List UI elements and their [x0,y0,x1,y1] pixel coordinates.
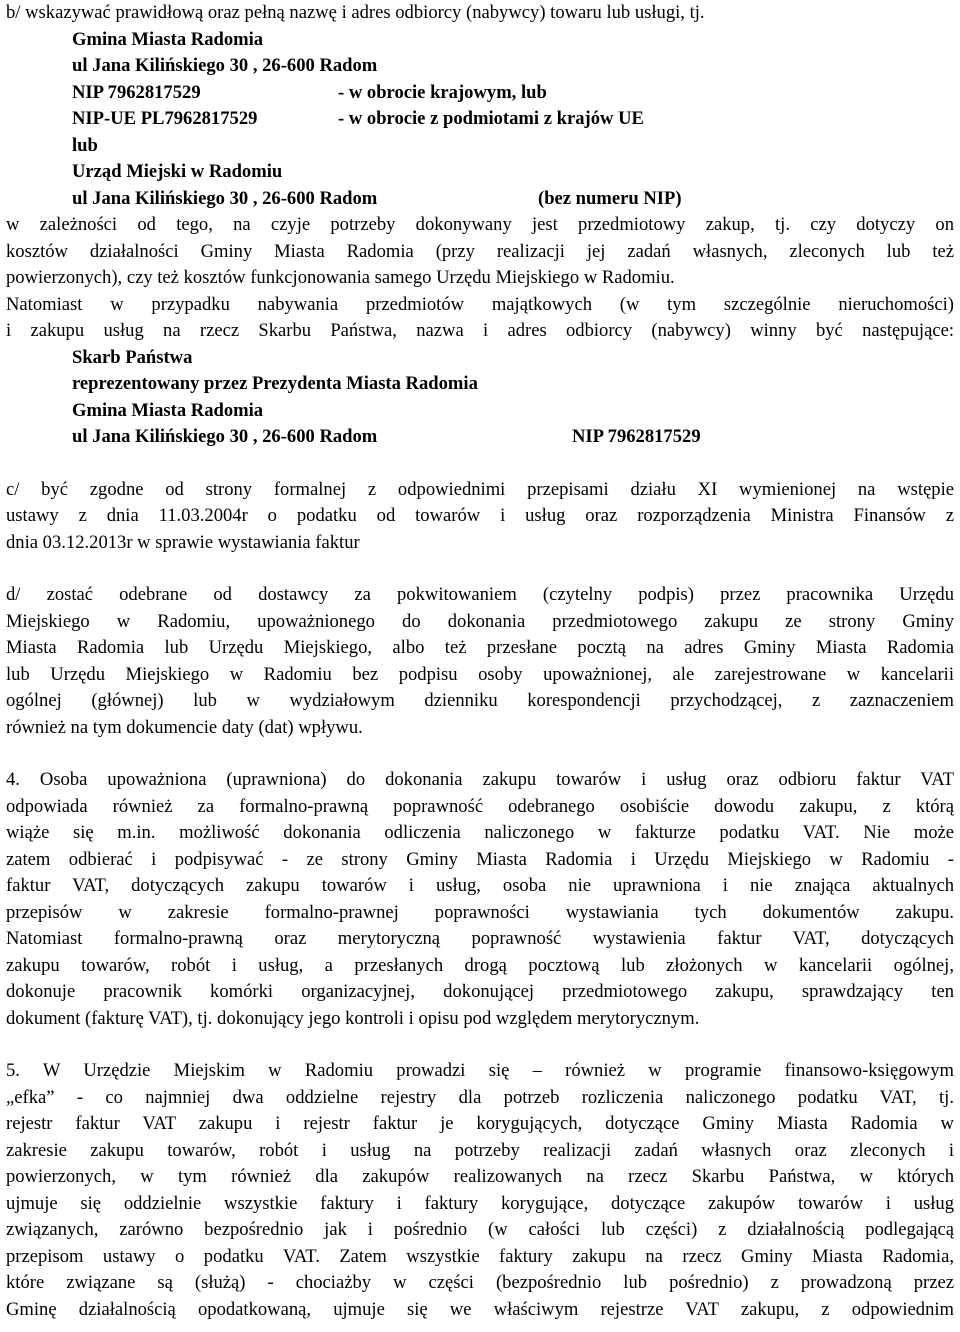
section-b-body [6,212,954,345]
section-d-line: lub Urzędu Miejskiego w Radomiu bez podpisu osoby upoważnionej, ale zarejestrowane w kancelarii [6,663,954,685]
section-5-line: zakresie zakupu towarów, robót i usług na potrzeby realizacji zadań własnych oraz zleconych i [6,1139,954,1161]
section-4-line: faktur VAT, dotyczących zakupu towarów i usług, osoba nie uprawniona i nie znająca aktualnych [6,875,954,896]
addr2-street-row [6,186,954,213]
section-d-line: Miejskiego w Radomiu, upoważnionego do dokonania przedmiotowego zakupu ze strony Gminy [6,610,954,632]
body-line: kosztów działalności Gminy Miasta Radomia (przy realizacji jej zadań własnych, zleconych lub też [6,240,954,262]
section-c-line: dnia 03.12.2013r w sprawie wystawiania faktur [6,531,360,553]
section-4-line: zakupu towarów, robót i usług, a przesłanych drogą pocztową lub złożonych w kancelarii ogólnej, [6,954,954,976]
nipue-row [6,106,954,133]
body-line: w zależności od tego, na czyje potrzeby dokonywany jest przedmiotowy zakup, tj. czy dotyczy on [6,214,954,235]
section-4-line: dokonuje pracownik komórki organizacyjnej, dokonującej przedmiotowego zakupu, sprawdzający ten [6,981,954,1002]
section-d-line: d/ zostać odebrane od dostawcy za pokwitowaniem (czytelny podpis) przez pracownika Urzędu [6,584,954,605]
document-page [6,0,954,1323]
nip-label: NIP 7962817529 [72,81,201,103]
nipue-desc: - w obrocie z podmiotami z krajów UE [338,108,644,129]
nipue-label: NIP-UE PL7962817529 [72,108,258,129]
section-4-line: dokument (fakturę VAT), tj. dokonujący jego kontroli i opisu pod względem merytorycznym. [6,1007,700,1029]
section-5-line: powierzonych, w tym również dla zakupów realizowanych na rzecz Skarbu Państwa, w których [6,1166,954,1187]
section-5-line: ujmuje się oddzielnie wszystkie faktury i faktury korygujące, dotyczące zakupów towarów i usług [6,1192,954,1214]
section-4-line: przepisów w zakresie formalno-prawnej poprawności wystawiania tych dokumentów zakupu. [6,901,954,923]
section-c-line: c/ być zgodne od strony formalnej z odpowiednimi przepisami działu XI wymienionej na wstępie [6,478,954,500]
section-4-line: 4. Osoba upoważniona (uprawniona) do dokonania zakupu towarów i usług oraz odbioru faktur VAT [6,769,954,790]
sp-name: Skarb Państwa [72,346,193,368]
section-5-line: związanych, zarówno bezpośrednio jak i pośrednio (w całości lub części) z działalnością podlegającą [6,1219,954,1240]
addr2-note: (bez numeru NIP) [538,187,682,209]
section-c-line: ustawy z dnia 11.03.2004r o podatku od towarów i usług oraz rozporządzenia Ministra Finansów z [6,505,954,526]
section-d-line: Miasta Radomia lub Urzędu Miejskiego, albo też przesłane pocztą na adres Gminy Miasta Radomia [6,637,954,658]
addr1-name: Gmina Miasta Radomia [72,28,264,50]
section-4-line: Natomiast formalno-prawną oraz merytoryczną poprawność wystawienia faktur VAT, dotyczących [6,928,954,949]
nip-desc: - w obrocie krajowym, lub [338,81,547,103]
section-5-line: które związane są (służą) - chociażby w części (bezpośrednio lub pośrednio) z prowadzoną przez [6,1272,954,1293]
addr2-name: Urząd Miejski w Radomiu [72,161,283,182]
section-5-line: „efka” - co najmniej dwa oddzielne rejestry dla potrzeb rozliczenia naliczonego podatku VAT, tj. [6,1086,954,1108]
sp-representative: reprezentowany przez Prezydenta Miasta Radomia [72,373,478,394]
sp-street-row [6,424,954,451]
body-line: Natomiast w przypadku nabywania przedmiotów majątkowych (w tym szczególnie nieruchomości) [6,293,954,315]
section-d-line: ogólnej (głównej) lub w wydziałowym dzienniku korespondencji przychodzącej, z zaznaczeniem [6,690,954,711]
body-line: powierzonych), czy też kosztów funkcjonowania samego Urzędu Miejskiego w Radomiu. [6,267,675,288]
sp-street: ul Jana Kilińskiego 30 , 26-600 Radom [72,426,378,447]
sp-gmina: Gmina Miasta Radomia [72,399,264,421]
section-4-line: wiąże się m.in. możliwość dokonania odliczenia naliczonego w fakturze podatku VAT. Nie może [6,822,954,843]
body-line: i zakupu usług na rzecz Skarbu Państwa, nazwa i adres odbiorcy (nabywcy) winny być następujące: [6,320,954,341]
addr1-street: ul Jana Kilińskiego 30 , 26-600 Radom [72,55,378,76]
section-5 [6,1058,954,1323]
section-d-line: również na tym dokumencie daty (dat) wpływu. [6,716,363,738]
section-4-line: odpowiada również za formalno-prawną poprawność odebranego osobiście dowodu zakupu, z którą [6,795,954,817]
section-b-intro: b/ wskazywać prawidłową oraz pełną nazwę i adres odbiorcy (nabywcy) towaru lub usługi, tj. [6,2,705,23]
addr2-street: ul Jana Kilińskiego 30 , 26-600 Radom [72,187,378,209]
section-5-line: Gminę działalnością opodatkowaną, ujmuje się we właściwym rejestrze VAT zakupu, z odpowiednim [6,1298,954,1320]
or-label: lub [72,134,98,156]
section-4 [6,767,954,1032]
section-4-line: zatem odbierać i podpisywać - ze strony Gminy Miasta Radomia i Urzędu Miejskiego w Radomiu - [6,848,954,870]
section-5-line: 5. W Urzędzie Miejskim w Radomiu prowadzi się – również w programie finansowo-księgowym [6,1060,954,1081]
nip-row [6,80,954,107]
section-5-line: rejestr faktur VAT zakupu i rejestr faktur je korygujących, dotyczące Gminy Miasta Radomia w [6,1113,954,1134]
section-5-line: przepisom ustawy o podatku VAT. Zatem wszystkie faktury zakupu na rzecz Gminy Miasta Radomia, [6,1245,954,1267]
sp-nip: NIP 7962817529 [572,426,701,447]
section-c [6,477,954,557]
section-d [6,582,954,741]
